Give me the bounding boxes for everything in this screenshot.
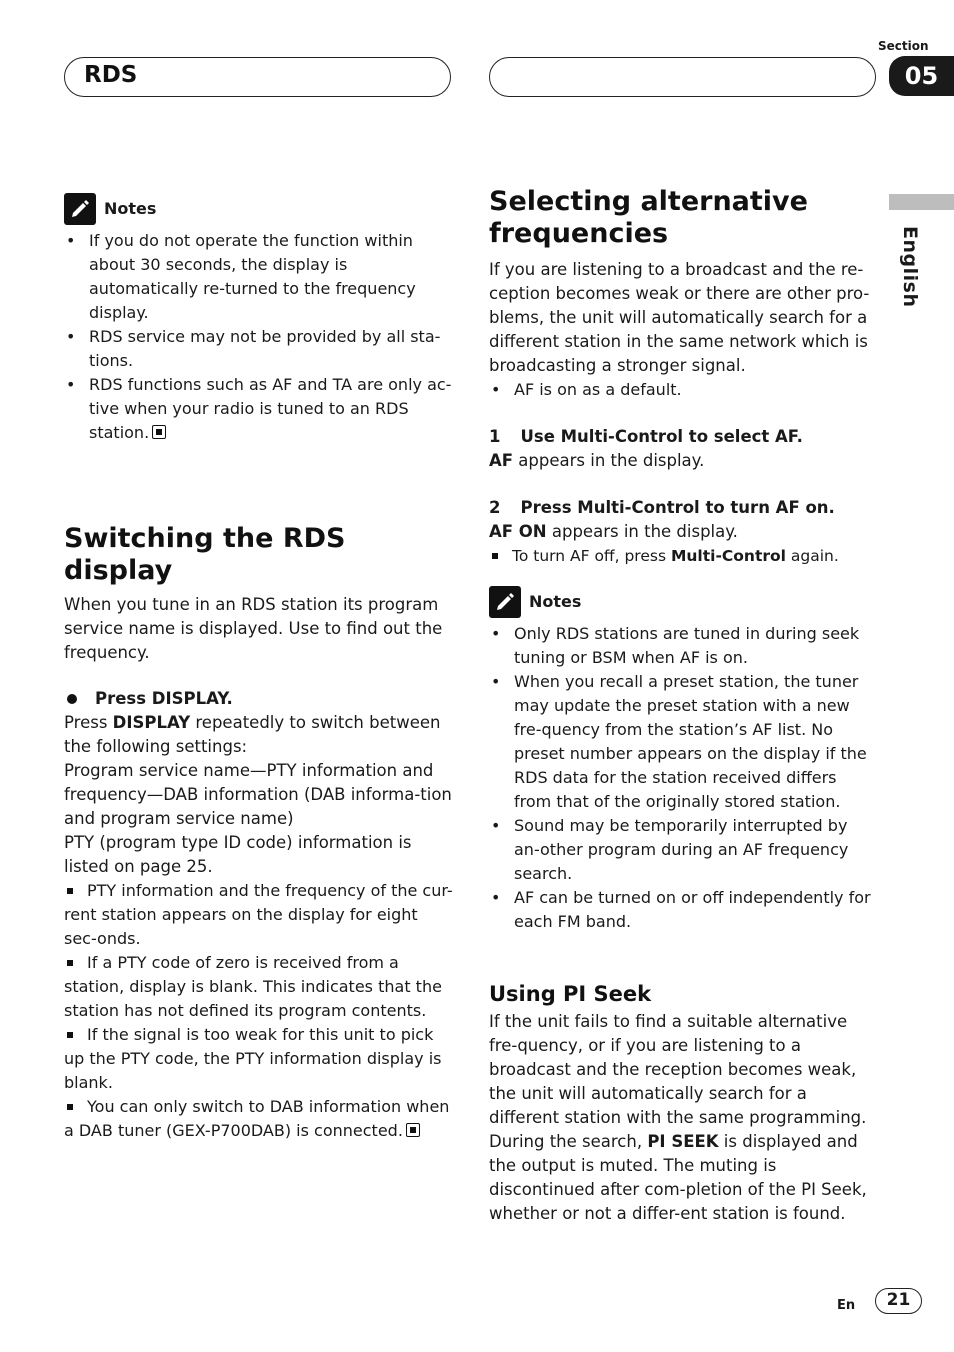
bullet-dot-icon xyxy=(67,694,77,704)
step-1: 1 Use Multi-Control to select AF. xyxy=(489,427,803,446)
language-tab-bar xyxy=(889,194,954,210)
list-item: • If you do not operate the function within about 30 seconds, the display is automatically re-turned to the frequency display. xyxy=(64,229,454,325)
square-note: If a PTY code of zero is received from a station, display is blank. This indicates that the station has not defined its program contents. xyxy=(64,953,442,1020)
pencil-icon xyxy=(489,586,521,618)
switch-intro: When you tune in an RDS station its program service name is displayed. Use to find out the frequency. xyxy=(64,595,443,662)
pencil-icon xyxy=(64,193,96,225)
section-number-badge: 05 xyxy=(889,56,954,96)
step-2-description: AF ON appears in the display. xyxy=(489,522,738,541)
pty-note: PTY (program type ID code) information is listed on page 25. xyxy=(64,833,412,876)
switch-heading: Switching the RDS display xyxy=(64,523,346,586)
left-column xyxy=(64,193,454,1143)
square-bullet-icon xyxy=(492,553,498,559)
list-item: • Sound may be temporarily interrupted by an-other program during an AF frequency search. xyxy=(489,814,874,886)
notes-heading-right: Notes xyxy=(489,586,874,618)
chapter-title: RDS xyxy=(84,62,138,88)
list-item: • When you recall a preset station, the tuner may update the preset station with a new fre-quency from the station’s AF list. No preset number appears on the display if the RDS data for the station received differs from that of the originally stored station. xyxy=(489,670,874,814)
square-bullet-icon xyxy=(67,1032,73,1038)
step-2: 2 Press Multi-Control to turn AF on. xyxy=(489,498,835,517)
right-column xyxy=(489,186,874,1226)
af-intro: If you are listening to a broadcast and the re-ception becomes weak or there are other pro-blems, the unit will automatically search for a different station in the same network which is broadcasting a stronger signal. xyxy=(489,260,870,375)
list-item: • AF is on as a default. xyxy=(489,378,874,402)
settings-line: Program service name—PTY information and frequency—DAB information (DAB informa-tion and program service name) xyxy=(64,761,452,828)
section-label: Section xyxy=(878,39,929,53)
square-note: You can only switch to DAB information when a DAB tuner (GEX-P700DAB) is connected. xyxy=(64,1097,450,1140)
notes-list-right xyxy=(489,622,874,934)
af-heading: Selecting alternative frequencies xyxy=(489,186,808,249)
header-right-frame xyxy=(489,57,876,97)
list-item: • RDS functions such as AF and TA are only ac-tive when your radio is tuned to an RDS station. xyxy=(64,373,454,445)
pi-heading: Using PI Seek xyxy=(489,982,652,1006)
step-1-description: AF appears in the display. xyxy=(489,451,705,470)
end-mark-icon xyxy=(152,425,166,439)
press-step: Press DISPLAY. xyxy=(64,687,454,711)
square-bullet-icon xyxy=(67,888,73,894)
language-tab-label: English xyxy=(899,226,921,308)
list-item: • RDS service may not be provided by all sta-tions. xyxy=(64,325,454,373)
square-note: If the signal is too weak for this unit to pick up the PTY code, the PTY information display is blank. xyxy=(64,1025,442,1092)
square-note: PTY information and the frequency of the cur-rent station appears on the display for eight sec-onds. xyxy=(64,881,453,948)
notes-heading-left: Notes xyxy=(64,193,454,225)
list-item: • Only RDS stations are tuned in during seek tuning or BSM when AF is on. xyxy=(489,622,874,670)
notes-list-left xyxy=(64,229,454,445)
page-number: 21 xyxy=(875,1288,922,1314)
list-item: • AF can be turned on or off independently for each FM band. xyxy=(489,886,874,934)
square-bullet-icon xyxy=(67,1104,73,1110)
pi-text: If the unit fails to find a suitable alternative fre-quency, or if you are listening to a broadcast and the reception becomes weak, the unit will automatically search for a different station with the same programming. During the search, PI SEEK is displayed and the output is muted. The muting is discontinued after com-pletion of the PI Seek, whether or not a differ-ent station is found. xyxy=(489,1012,867,1223)
af-default-list xyxy=(489,378,874,402)
end-mark-icon xyxy=(406,1123,420,1137)
footer-lang-code: En xyxy=(837,1298,856,1313)
square-bullet-icon xyxy=(67,960,73,966)
step-2-tip: To turn AF off, press Multi-Control again. xyxy=(489,544,874,568)
press-description: Press DISPLAY repeatedly to switch between the following settings: xyxy=(64,713,441,756)
